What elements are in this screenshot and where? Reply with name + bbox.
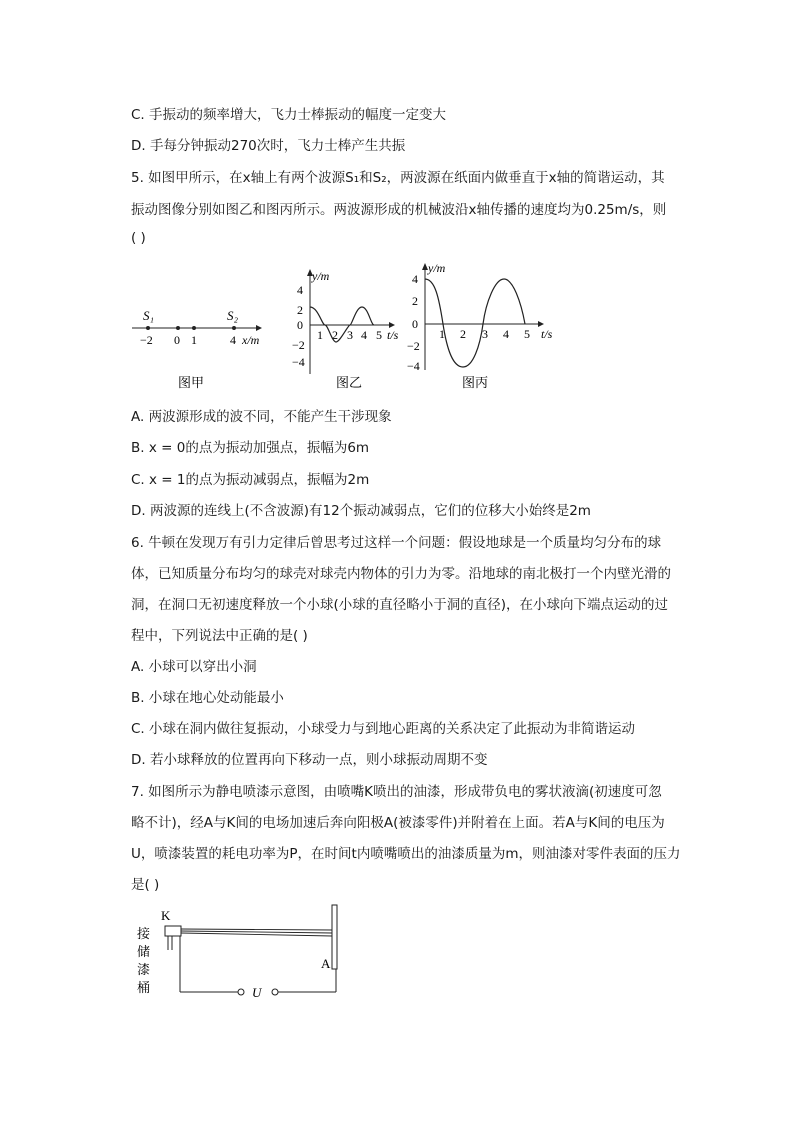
xtick-3: 3 <box>347 328 353 342</box>
q6-option-d: D. 若小球释放的位置再向下移动一点，则小球振动周期不变 <box>131 752 488 768</box>
t-label: t/s <box>387 328 399 342</box>
y-label: y/m <box>428 261 446 275</box>
q5-option-b: B. x = 0的点为振动加强点，振幅为6m <box>131 440 370 456</box>
label-u: U <box>252 985 262 1000</box>
side-char-1: 接 <box>137 926 151 941</box>
x-axis-arrow <box>256 325 262 331</box>
xtick-1: 1 <box>317 328 323 342</box>
ytick-0: 0 <box>297 318 303 332</box>
side-char-3: 漆 <box>137 962 151 977</box>
terminal-left <box>238 989 244 995</box>
ytick-0: 0 <box>412 317 418 331</box>
q5-option-c: C. x = 1的点为振动减弱点，振幅为2m <box>131 472 370 488</box>
option-c-prev: C. 手振动的频率增大，飞力士棒振动的幅度一定变大 <box>131 107 447 123</box>
xtick-1: 1 <box>439 327 445 341</box>
point-origin <box>176 326 180 330</box>
label-a: A <box>321 956 331 971</box>
q6-stem-line3: 洞，在洞口无初速度释放一个小球(小球的直径略小于洞的直径)，在小球向下端点运动的过 <box>131 597 669 613</box>
caption-jia: 图甲 <box>178 375 205 390</box>
spray-line-2 <box>181 931 332 933</box>
xtick-4: 4 <box>361 328 367 342</box>
ytick-2: 2 <box>297 303 303 317</box>
ytick-neg2: −2 <box>407 339 420 353</box>
ytick-neg2: −2 <box>292 338 305 352</box>
tick-0: 0 <box>174 333 180 347</box>
curve-bing <box>425 279 525 367</box>
tick-1: 1 <box>191 333 197 347</box>
nozzle-k <box>165 926 181 936</box>
terminal-right <box>272 989 278 995</box>
spray-line-1 <box>181 929 332 930</box>
figure-bing <box>405 258 565 392</box>
q5-stem-line1: 5. 如图甲所示，在x轴上有两个波源S₁和S₂，两波源在纸面内做垂直于x轴的简谐运动，其 <box>131 170 665 186</box>
figure-jia <box>128 300 278 392</box>
caption-bing: 图丙 <box>462 375 489 390</box>
figure-yi <box>292 262 410 392</box>
q7-stem-line2: 略不计)，经A与K间的电场加速后奔向阳极A(被漆零件)并附着在上面。若A与K间的电压为 <box>131 815 665 831</box>
xtick-5: 5 <box>524 327 530 341</box>
q5-option-a: A. 两波源形成的波不同，不能产生干涉现象 <box>131 409 392 425</box>
ytick-4: 4 <box>412 272 418 286</box>
xtick-2: 2 <box>332 328 338 342</box>
q6-stem-line4: 程中，下列说法中正确的是( ) <box>131 628 308 644</box>
axis-label-x: x/m <box>242 333 260 347</box>
xtick-4: 4 <box>503 327 509 341</box>
tick-neg2: −2 <box>140 333 153 347</box>
tick-4: 4 <box>230 333 236 347</box>
side-char-2: 储 <box>137 944 151 959</box>
point-s1 <box>146 326 150 330</box>
q5-stem-line3: ( ) <box>131 230 146 246</box>
q5-stem-line2: 振动图像分别如图乙和图丙所示。两波源形成的机械波沿x轴传播的速度均为0.25m/s，则 <box>131 202 667 218</box>
q7-stem-line4: 是( ) <box>131 877 160 893</box>
y-label: y/m <box>312 269 330 283</box>
q6-option-b: B. 小球在地心处动能最小 <box>131 690 284 706</box>
spray-line-3 <box>181 933 332 936</box>
q5-option-d: D. 两波源的连线上(不含波源)有12个振动减弱点，它们的位移大小始终是2m <box>131 503 591 519</box>
label-s2: S₂ <box>227 308 239 323</box>
q6-stem-line1: 6. 牛顿在发现万有引力定律后曾思考过这样一个问题：假设地球是一个质量均匀分布的球 <box>131 535 662 551</box>
point-s2 <box>232 326 236 330</box>
caption-yi: 图乙 <box>336 375 363 390</box>
spray-diagram <box>132 900 347 1004</box>
side-char-4: 桶 <box>137 980 151 995</box>
q6-option-a: A. 小球可以穿出小洞 <box>131 659 257 675</box>
label-k: K <box>161 908 171 923</box>
t-label: t/s <box>541 327 553 341</box>
xtick-3: 3 <box>482 327 488 341</box>
q7-stem-line3: U，喷漆装置的耗电功率为P，在时间t内喷嘴喷出的油漆质量为m，则油漆对零件表面的压力 <box>131 846 681 862</box>
ytick-2: 2 <box>412 294 418 308</box>
ytick-neg4: −4 <box>407 359 420 373</box>
xtick-5: 5 <box>376 328 382 342</box>
xtick-2: 2 <box>460 327 466 341</box>
ytick-4: 4 <box>297 283 303 297</box>
ytick-neg4: −4 <box>292 355 305 369</box>
option-d-prev: D. 手每分钟振动270次时，飞力士棒产生共振 <box>131 138 406 154</box>
q7-stem-line1: 7. 如图所示为静电喷漆示意图，由喷嘴K喷出的油漆，形成带负电的雾状液滴(初速度可忽 <box>131 784 662 800</box>
point-1 <box>192 326 196 330</box>
label-s1: S₁ <box>143 308 155 323</box>
q6-stem-line2: 体，已知质量分布均匀的球壳对球壳内物体的引力为零。沿地球的南北极打一个内壁光滑的 <box>131 566 671 582</box>
anode-plate-a <box>332 905 337 969</box>
q6-option-c: C. 小球在洞内做往复振动，小球受力与到地心距离的关系决定了此振动为非简谐运动 <box>131 721 636 737</box>
